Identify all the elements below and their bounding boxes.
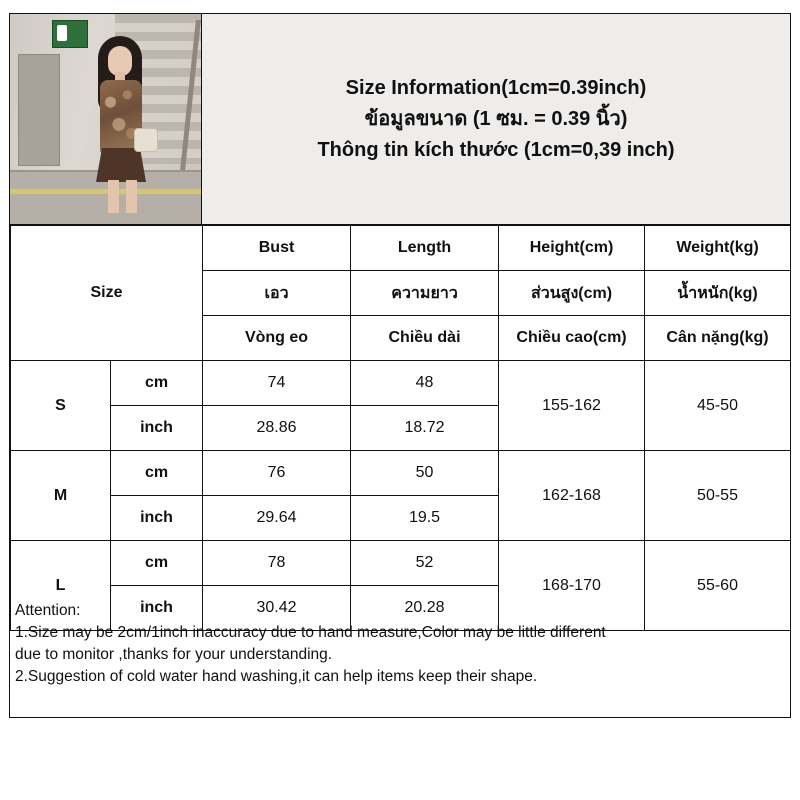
- model-leg-left: [108, 180, 119, 213]
- unit-inch-l: inch: [111, 586, 203, 631]
- length-inch-s: 18.72: [351, 406, 499, 451]
- col-bust-th: เอว: [203, 271, 351, 316]
- col-height-vi: Chiều cao(cm): [499, 316, 645, 361]
- model-leg-right: [126, 180, 137, 213]
- photo-model: [84, 36, 158, 211]
- bust-inch-l: 30.42: [203, 586, 351, 631]
- unit-cm-l: cm: [111, 541, 203, 586]
- table-row: [11, 451, 791, 496]
- bust-inch-m: 29.64: [203, 496, 351, 541]
- row-size-l: L: [11, 541, 111, 631]
- measurement-table: [10, 225, 791, 631]
- table-row: [11, 541, 791, 586]
- unit-inch-s: inch: [111, 406, 203, 451]
- model-photo: [10, 14, 202, 224]
- bust-cm-m: 76: [203, 451, 351, 496]
- bust-cm-s: 74: [203, 361, 351, 406]
- title-line-en: Size Information(1cm=0.39inch): [345, 76, 647, 99]
- model-bag: [134, 128, 158, 152]
- unit-cm-m: cm: [111, 451, 203, 496]
- exit-sign-icon: [52, 20, 88, 48]
- title-line-th: ข้อมูลขนาด (1 ซม. = 0.39 นิ้ว): [364, 107, 628, 130]
- col-height-en: Height(cm): [499, 226, 645, 271]
- col-weight-en: Weight(kg): [645, 226, 791, 271]
- size-column-title: Size: [11, 226, 203, 361]
- length-cm-s: 48: [351, 361, 499, 406]
- length-inch-l: 20.28: [351, 586, 499, 631]
- row-size-m: M: [11, 451, 111, 541]
- col-length-th: ความยาว: [351, 271, 499, 316]
- table-header-row-en: [11, 226, 791, 271]
- col-length-vi: Chiều dài: [351, 316, 499, 361]
- model-skirt: [96, 148, 146, 182]
- row-size-s: S: [11, 361, 111, 451]
- height-s: 155-162: [499, 361, 645, 451]
- table-row: [11, 361, 791, 406]
- col-length-en: Length: [351, 226, 499, 271]
- col-weight-th: น้ำหนัก(kg): [645, 271, 791, 316]
- col-height-th: ส่วนสูง(cm): [499, 271, 645, 316]
- bust-inch-s: 28.86: [203, 406, 351, 451]
- attention-line-3: 2.Suggestion of cold water hand washing,it can help items keep their shape.: [15, 668, 538, 685]
- attention-line-2: due to monitor ,thanks for your understanding.: [15, 646, 333, 663]
- attention-line-1: 1.Size may be 2cm/1inch inaccuracy due to hand measure,Color may be little different: [15, 624, 606, 641]
- col-bust-vi: Vòng eo: [203, 316, 351, 361]
- weight-m: 50-55: [645, 451, 791, 541]
- weight-s: 45-50: [645, 361, 791, 451]
- length-cm-l: 52: [351, 541, 499, 586]
- length-inch-m: 19.5: [351, 496, 499, 541]
- bust-cm-l: 78: [203, 541, 351, 586]
- attention-heading: Attention:: [15, 602, 81, 619]
- col-weight-vi: Cân nặng(kg): [645, 316, 791, 361]
- exit-sign-figure: [57, 25, 67, 41]
- attention-block: [9, 592, 791, 688]
- height-m: 162-168: [499, 451, 645, 541]
- unit-cm-s: cm: [111, 361, 203, 406]
- chart-header: [10, 14, 790, 225]
- col-bust-en: Bust: [203, 226, 351, 271]
- length-cm-m: 50: [351, 451, 499, 496]
- height-l: 168-170: [499, 541, 645, 631]
- title-block: [202, 14, 790, 224]
- weight-l: 55-60: [645, 541, 791, 631]
- title-line-vi: Thông tin kích thước (1cm=0,39 inch): [317, 138, 675, 161]
- photo-door: [18, 54, 60, 166]
- unit-inch-m: inch: [111, 496, 203, 541]
